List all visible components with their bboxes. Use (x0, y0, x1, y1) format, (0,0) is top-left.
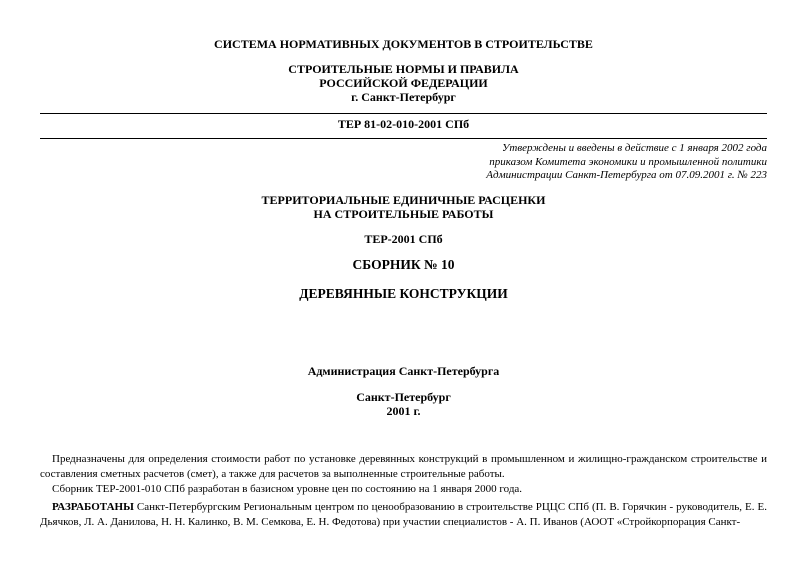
main-title-line1: ТЕРРИТОРИАЛЬНЫЕ ЕДИНИЧНЫЕ РАСЦЕНКИ (261, 193, 546, 207)
system-title: СИСТЕМА НОРМАТИВНЫХ ДОКУМЕНТОВ В СТРОИТЕЛЬСТВЕ (214, 37, 593, 51)
publisher-administration: Администрация Санкт-Петербурга (307, 364, 500, 378)
developed-label: РАЗРАБОТАНЫ (52, 501, 134, 513)
top-rule (40, 113, 767, 114)
approval-line3: Администрации Санкт-Петербурга от 07.09.2001 г. № 223 (486, 169, 767, 181)
norms-title-line1: СТРОИТЕЛЬНЫЕ НОРМЫ И ПРАВИЛА (288, 62, 519, 76)
publisher-year: 2001 г. (386, 404, 421, 418)
document-code: ТЕР 81-02-010-2001 СПб (337, 117, 470, 131)
approval-line1: Утверждены и введены в действие с 1 января 2002 года (501, 142, 767, 154)
purpose-paragraph: Предназначены для определения стоимости работ по установке деревянных конструкций в промышленном и жилищно-гражданском строительстве и составления сметных расчетов (смет), а также для расчетов за выполненные строительные работы. (40, 453, 767, 480)
header-city: г. Санкт-Петербург (351, 90, 456, 104)
approval-line2: приказом Комитета экономики и промышленной политики (489, 156, 767, 168)
price-level-paragraph: Сборник ТЕР-2001-010 СПб разработан в базисном уровне цен по состоянию на 1 января 2000 года. (52, 483, 523, 495)
ter-code: ТЕР-2001 СПб (364, 232, 443, 246)
developers-paragraph (40, 500, 767, 530)
developers-text: Санкт-Петербургским Региональным центром по ценообразованию в строительстве РЦЦС СПб (П. В. Горячкин - руководитель, Е. Е. Дьячков, Л. А. Данилова, Н. Н. Калинко, В. М. Семкова, Е. Н. Федотова) при участии специалистов - А. П. Иванов (АООТ «Стройкорпорация Санкт- (40, 501, 767, 528)
collection-number: СБОРНИК № 10 (352, 257, 455, 272)
norms-title-line2: РОССИЙСКОЙ ФЕДЕРАЦИИ (319, 76, 488, 90)
bottom-rule (40, 138, 767, 139)
publisher-city: Санкт-Петербург (356, 390, 451, 404)
collection-subject: ДЕРЕВЯННЫЕ КОНСТРУКЦИИ (299, 286, 508, 301)
main-title-line2: НА СТРОИТЕЛЬНЫЕ РАБОТЫ (313, 207, 494, 221)
